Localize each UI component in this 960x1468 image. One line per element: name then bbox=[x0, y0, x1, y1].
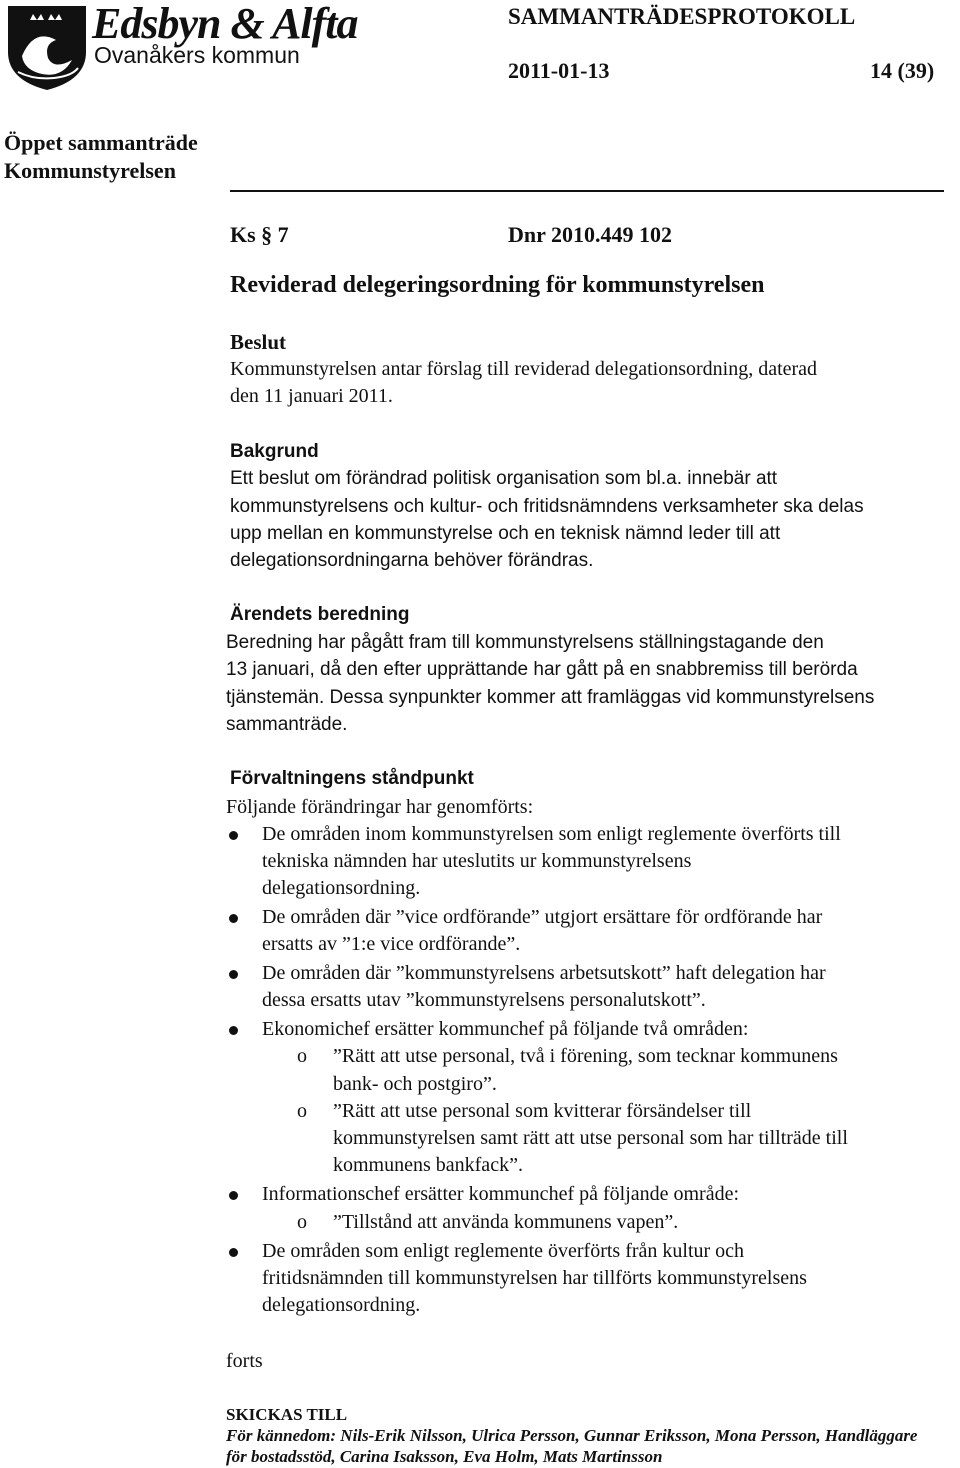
standpunkt-intro: Följande förändringar har genomförts: bbox=[226, 796, 534, 818]
sub-bullet-text-line: ”Rätt att utse personal som kvitterar försändelser till bbox=[333, 1100, 752, 1122]
bakgrund-text-line: kommunstyrelsens och kultur- och fritidsnämndens verksamheter ska delas bbox=[230, 496, 864, 517]
sub-bullet-text-line: kommunstyrelsen samt rätt att utse personal som har tillträde till bbox=[333, 1127, 848, 1149]
bullet-text-line: De områden där ”kommunstyrelsens arbetsutskott” haft delegation har bbox=[262, 962, 826, 984]
bakgrund-text-line: delegationsordningarna behöver förändras. bbox=[230, 550, 594, 571]
sub-bullet-marker: o bbox=[297, 1100, 307, 1122]
board-name: Kommunstyrelsen bbox=[4, 158, 176, 183]
beslut-heading: Beslut bbox=[230, 330, 287, 354]
sub-bullet-text-line: ”Tillstånd att använda kommunens vapen”. bbox=[333, 1211, 679, 1233]
sub-bullet-marker: o bbox=[297, 1045, 307, 1067]
bullet-text-line: ersatts av ”1:e vice ordförande”. bbox=[262, 933, 521, 955]
bullet-text-line: delegationsordning. bbox=[262, 1294, 421, 1316]
bullet-text-line: De områden där ”vice ordförande” utgjort ersättare för ordförande har bbox=[262, 906, 823, 928]
bullet-icon bbox=[229, 831, 238, 840]
diary-number: Dnr 2010.449 102 bbox=[508, 222, 672, 247]
municipality-logo bbox=[4, 0, 424, 95]
sub-bullet-text-line: kommunens bankfack”. bbox=[333, 1154, 523, 1176]
bullet-text-line: fritidsnämnden till kommunstyrelsen har tillförts kommunstyrelsens bbox=[262, 1267, 807, 1289]
beredning-heading: Ärendets beredning bbox=[230, 604, 410, 625]
bakgrund-heading: Bakgrund bbox=[230, 441, 319, 462]
item-title: Reviderad delegeringsordning för kommunstyrelsen bbox=[230, 272, 765, 298]
beredning-text-line: sammanträde. bbox=[226, 714, 348, 735]
protocol-label: SAMMANTRÄDESPROTOKOLL bbox=[508, 4, 856, 29]
bullet-text-line: De områden som enligt reglemente överförts från kultur och bbox=[262, 1240, 745, 1262]
bullet-icon bbox=[229, 1191, 238, 1200]
bullet-icon bbox=[229, 970, 238, 979]
bullet-icon bbox=[229, 1026, 238, 1035]
beredning-text-line: tjänstemän. Dessa synpunkter kommer att framläggas vid kommunstyrelsens bbox=[226, 687, 875, 708]
bullet-icon bbox=[229, 914, 238, 923]
meeting-date: 2011-01-13 bbox=[508, 58, 610, 83]
bakgrund-text-line: Ett beslut om förändrad politisk organisation som bl.a. innebär att bbox=[230, 468, 778, 489]
continued-note: forts bbox=[226, 1350, 263, 1372]
beredning-text-line: 13 januari, då den efter upprättande har gått på en snabbremiss till berörda bbox=[226, 659, 858, 680]
recipients-line: för bostadsstöd, Carina Isaksson, Eva Holm, Mats Martinsson bbox=[226, 1447, 663, 1466]
sub-bullet-text-line: ”Rätt att utse personal, två i förening, som tecknar kommunens bbox=[333, 1045, 838, 1067]
bullet-text-line: dessa ersatts utav ”kommunstyrelsens personalutskott”. bbox=[262, 989, 706, 1011]
logo-subtitle: Ovanåkers kommun bbox=[94, 42, 300, 68]
logo-title: Edsbyn & Alfta bbox=[92, 0, 358, 48]
bullet-text-line: De områden inom kommunstyrelsen som enligt reglemente överförts till bbox=[262, 823, 841, 845]
bullet-text-line: tekniska nämnden har uteslutits ur kommunstyrelsens bbox=[262, 850, 692, 872]
standpunkt-heading: Förvaltningens ståndpunkt bbox=[230, 768, 474, 789]
page-number: 14 (39) bbox=[870, 58, 935, 83]
beslut-text-line: den 11 januari 2011. bbox=[230, 385, 393, 407]
meeting-type: Öppet sammanträde bbox=[4, 130, 198, 155]
recipients-line: För kännedom: Nils-Erik Nilsson, Ulrica Persson, Gunnar Eriksson, Mona Persson, Handläggare bbox=[226, 1426, 918, 1445]
beredning-text-line: Beredning har pågått fram till kommunstyrelsens ställningstagande den bbox=[226, 632, 824, 653]
header-divider bbox=[230, 190, 944, 192]
bakgrund-text-line: upp mellan en kommunstyrelse och en teknisk nämnd leder till att bbox=[230, 523, 781, 544]
beslut-text-line: Kommunstyrelsen antar förslag till reviderad delegationsordning, daterad bbox=[230, 358, 818, 380]
sub-bullet-text-line: bank- och postgiro”. bbox=[333, 1073, 497, 1095]
sub-bullet-marker: o bbox=[297, 1211, 307, 1233]
bullet-text-line: delegationsordning. bbox=[262, 877, 421, 899]
bullet-text-line: Informationschef ersätter kommunchef på följande område: bbox=[262, 1183, 740, 1205]
bullet-text-line: Ekonomichef ersätter kommunchef på följande två områden: bbox=[262, 1018, 749, 1040]
crest-icon bbox=[4, 0, 90, 92]
paragraph-number: Ks § 7 bbox=[230, 222, 289, 247]
bullet-icon bbox=[229, 1248, 238, 1257]
send-to-heading: SKICKAS TILL bbox=[226, 1405, 348, 1424]
